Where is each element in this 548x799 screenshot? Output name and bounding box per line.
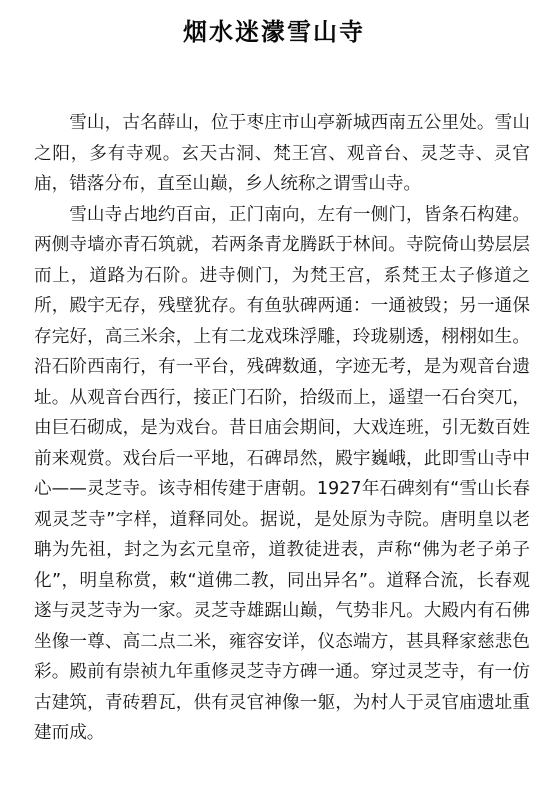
paragraph-2: 雪山寺占地约百亩，正门南向，左有一侧门，皆条石构建。两侧寺墙亦青石筑就，若两条青龙腾跃于林间。寺院倚山势层层而上，道路为石阶。进寺侧门，为梵王宫，系梵王太子修道之所，殿宇无存，残壁犹存。有鱼驮碑两通：一通被毁；另一通保存完好，高三米余，上有二龙戏珠浮雕，玲珑剔透，栩栩如生。沿石阶西南行，有一平台，残碑数通，字迹无考，是为观音台遗址。从观音台西行，接正门石阶，拾级而上，遥望一石台突兀，由巨石砌成，是为戏台。昔日庙会期间，大戏连班，引无数百姓前来观赏。戏台后一平地，石碑昂然，殿宇巍峨，此即雪山寺中心——灵芝寺。该寺相传建于唐朝。1927年石碑刻有“雪山长春观灵芝寺”字样，道释同处。据说，是处原为寺院。唐明皇以老聃为先祖，封之为玄元皇帝，道教徒进表，声称“佛为老子弟子化”，明皇称赏，敕“道佛二教，同出异名”。道释合流，长春观遂与灵芝寺为一家。灵芝寺雄踞山巅，气势非凡。大殿内有石佛坐像一尊、高二点二米，雍容安详，仪态端方，甚具释家慈悲色彩。殿前有崇祯九年重修灵芝寺方碑一通。穿过灵芝寺，有一仿古建筑，青砖碧瓦，供有灵官神像一躯，为村人于灵官庙遗址重建而成。 xyxy=(34,204,530,743)
article-body xyxy=(34,108,530,749)
page-title: 烟水迷濛雪山寺 xyxy=(183,18,365,46)
paragraph-1: 雪山，古名薛山，位于枣庄市山亭新城西南五公里处。雪山之阳，多有寺观。玄天古洞、梵王宫、观音台、灵芝寺、灵官庙，错落分布，直至山巅，乡人统称之谓雪山寺。 xyxy=(34,113,530,194)
